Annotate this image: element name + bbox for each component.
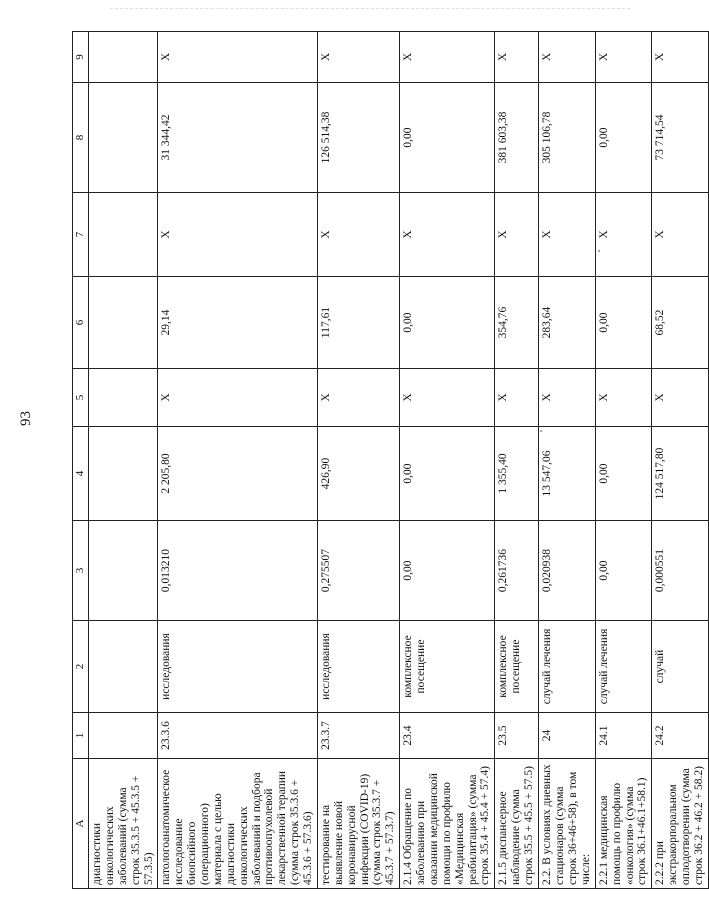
table-cell (89, 369, 158, 427)
rotated-table-wrapper (72, 32, 705, 889)
table-cell: Х (495, 369, 539, 427)
table-cell (89, 621, 158, 713)
table-cell: Х (595, 193, 652, 277)
table-cell: Х (158, 32, 318, 83)
table-cell: 354,76 (495, 277, 539, 369)
table-cell: диагностики онкологических заболеваний (сумма строк 35.3.5 + 45.3.5 + 57.3.5) (89, 759, 158, 889)
header-cell: 2 (73, 621, 89, 713)
table-cell: 2 205,80 (158, 427, 318, 521)
table-cell: 23.3.6 (158, 713, 318, 759)
header-cell: 3 (73, 521, 89, 621)
table-cell: 0,00 (400, 83, 495, 193)
table-row (400, 32, 495, 889)
table-cell: Х (317, 193, 399, 277)
table-cell: 0,020938 (539, 521, 596, 621)
table-cell: 0,00 (400, 277, 495, 369)
table-cell: 24.2 (652, 713, 709, 759)
table-cell: Х (400, 32, 495, 83)
table-cell: случай лечения (595, 621, 652, 713)
table-cell: Х (158, 193, 318, 277)
header-cell: 8 (73, 83, 89, 193)
table-cell (89, 277, 158, 369)
table-cell: Х (539, 32, 596, 83)
table-cell: 0,00 (400, 427, 495, 521)
table-cell: 0,000551 (652, 521, 709, 621)
table-cell: 23.3.7 (317, 713, 399, 759)
table-cell (89, 83, 158, 193)
table-cell: Х (400, 369, 495, 427)
table-cell: 2.1.4 Обращение по заболеванию при оказании медицинской помощи по профилю «Медицинская реабилитация» (сумма строк 35.4 + 45.4 + 57.4) (400, 759, 495, 889)
table-cell: Х (539, 369, 596, 427)
table-cell: 31 344,42 (158, 83, 318, 193)
header-cell: 4 (73, 427, 89, 521)
table-cell: 1 355,40 (495, 427, 539, 521)
scan-edge-artifact (110, 8, 630, 12)
table-cell: 0,00 (595, 83, 652, 193)
table-row (317, 32, 399, 889)
table-cell: Х (652, 32, 709, 83)
table-cell: 124 517,80 (652, 427, 709, 521)
table-cell: Х (652, 369, 709, 427)
table-cell: 24 (539, 713, 596, 759)
rotated-table-frame (72, 32, 705, 889)
table-cell: 23.5 (495, 713, 539, 759)
table-cell: 117,61 (317, 277, 399, 369)
table-cell: Х (400, 193, 495, 277)
table-cell: Х (317, 32, 399, 83)
table-cell: 0,00 (595, 277, 652, 369)
table-cell: 381 603,38 (495, 83, 539, 193)
table-row (158, 32, 318, 889)
table-cell: 0,275507 (317, 521, 399, 621)
table-cell: 2.2.1 медицинская помощь по профилю «онкология» (сумма строк 36.1+46.1+58.1) (595, 759, 652, 889)
table-cell: 0,00 (595, 427, 652, 521)
header-cell: 9 (73, 32, 89, 83)
table-cell: случай (652, 621, 709, 713)
table-row (539, 32, 596, 889)
table-cell: случай лечения (539, 621, 596, 713)
table-cell: 0,013210 (158, 521, 318, 621)
table-cell: 68,52 (652, 277, 709, 369)
table-cell: 13 547,06 (539, 427, 596, 521)
table-cell: 0,00 (400, 521, 495, 621)
table-cell: 126 514,38 (317, 83, 399, 193)
table-cell: Х (595, 32, 652, 83)
header-cell: A (73, 759, 89, 889)
table-cell: Х (158, 369, 318, 427)
table-cell: 283,64 (539, 277, 596, 369)
table-cell (89, 713, 158, 759)
header-cell: 6 (73, 277, 89, 369)
table-cell: 24.1 (595, 713, 652, 759)
table-cell (89, 427, 158, 521)
header-cell: 5 (73, 369, 89, 427)
table-row (495, 32, 539, 889)
table-cell (89, 521, 158, 621)
table-header-row (73, 32, 89, 889)
data-table (72, 31, 709, 889)
table-cell: Х (495, 193, 539, 277)
table-cell: Х (495, 32, 539, 83)
table-cell: тестирование на выявление новой коронавирусной инфекции (COVID-19) (сумма строк 35.3.7 + 45.3.7 + 57.3.7) (317, 759, 399, 889)
header-cell: 1 (73, 713, 89, 759)
table-cell: комплексное посещение (400, 621, 495, 713)
table-cell: патологоанатомическое исследование биопсийного (операционного) материала с целью диагностики онкологических заболеваний и подбора противоопухолевой лекарственной терапии (сумма строк 35.3.6 + 45.3.6 + 57.3.6) (158, 759, 318, 889)
table-cell: 2.2. В условиях дневных стационаров (сумма строк 36+46+58), в том числе: (539, 759, 596, 889)
table-cell: исследования (158, 621, 318, 713)
table-row (652, 32, 709, 889)
table-cell: исследования (317, 621, 399, 713)
table-cell: Х (539, 193, 596, 277)
table-cell: Х (595, 369, 652, 427)
table-cell: комплексное посещение (495, 621, 539, 713)
table-cell: 426,90 (317, 427, 399, 521)
table-cell (89, 32, 158, 83)
table-cell: 0,00 (595, 521, 652, 621)
table-cell: 29,14 (158, 277, 318, 369)
table-cell: 2.1.5 диспансерное наблюдение (сумма строк 35.5 + 45.5 + 57.5) (495, 759, 539, 889)
table-cell: 2.2.2 при экстракорпоральном оплодотворении (сумма строк 36.2 + 46.2 + 58.2) (652, 759, 709, 889)
table-row (89, 32, 158, 889)
table-cell (89, 193, 158, 277)
page-number: 93 (17, 410, 34, 426)
table-cell: 305 106,78 (539, 83, 596, 193)
table-cell: Х (317, 369, 399, 427)
table-cell: Х (652, 193, 709, 277)
table-cell: 23.4 (400, 713, 495, 759)
table-cell: 73 714,54 (652, 83, 709, 193)
table-row (595, 32, 652, 889)
table-cell: 0,261736 (495, 521, 539, 621)
header-cell: 7 (73, 193, 89, 277)
